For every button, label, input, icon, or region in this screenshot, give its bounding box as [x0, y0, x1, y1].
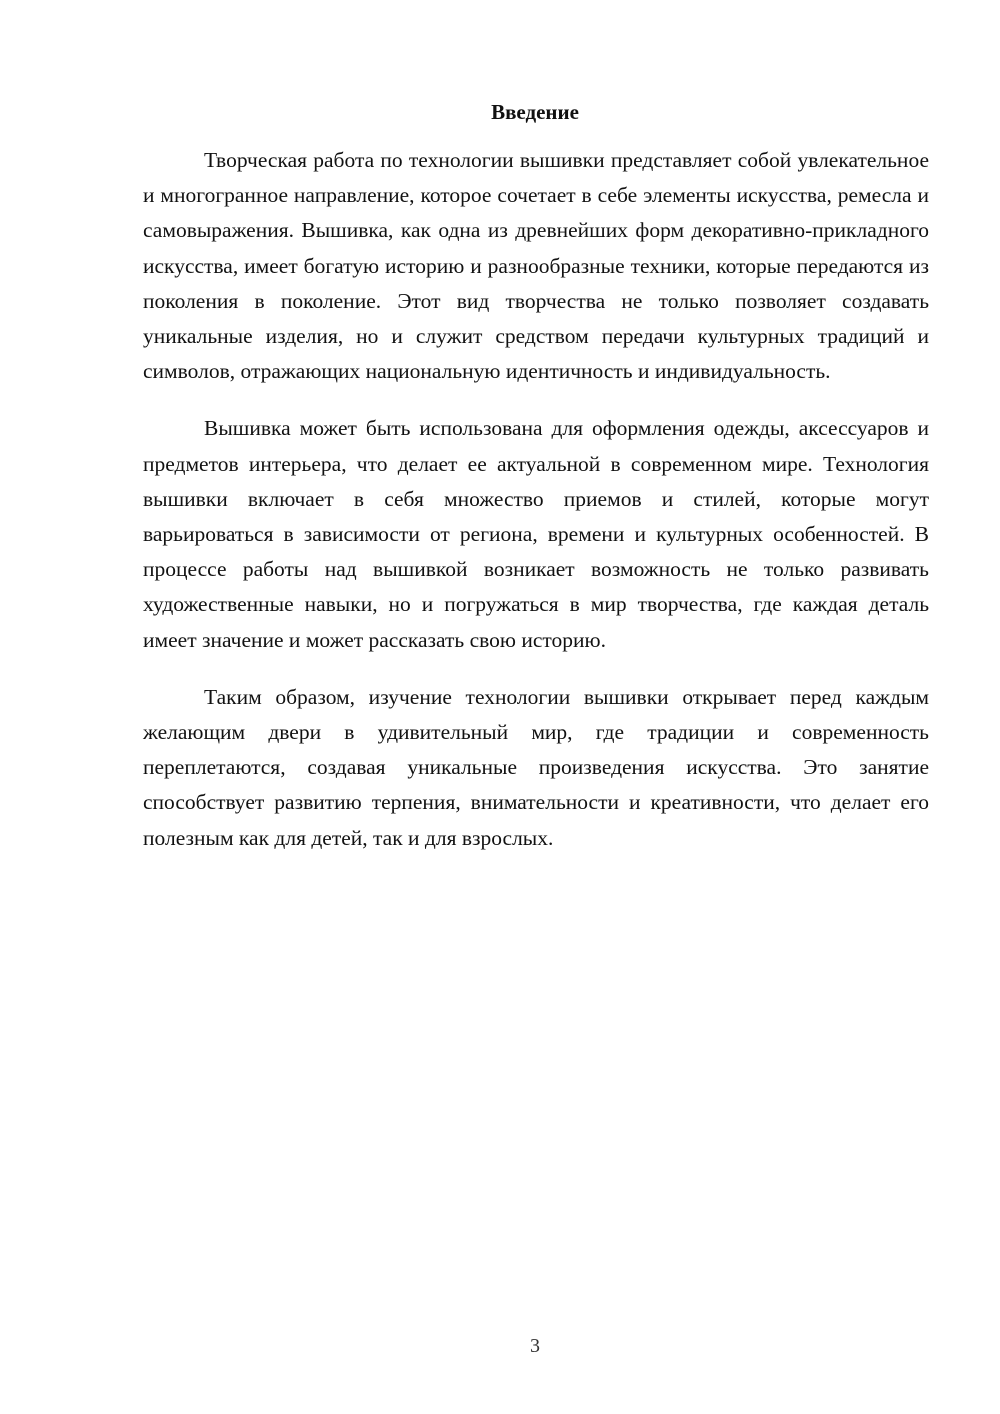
paragraph-1: Творческая работа по технологии вышивки представляет собой увлекательное и многогранное направление, которое сочетает в себе элементы искусства, ремесла и самовыражения. Вышивка, как одна из древнейших форм декоративно-прикладного искусства, имеет богатую историю и разнообразные техники, которые передаются из поколения в поколение. Этот вид творчества не только позволяет создавать уникальные изделия, но и служит средством передачи культурных традиций и символов, отражающих национальную идентичность и индивидуальность.: [143, 148, 929, 384]
page-title: Введение: [491, 100, 579, 124]
page-number: 3: [530, 1335, 540, 1357]
paragraph-2: Вышивка может быть использована для оформления одежды, аксессуаров и предметов интерьера, что делает ее актуальной в современном мире. Технология вышивки включает в себя множество приемов и стилей, которые могут варьироваться в зависимости от региона, времени и культурных особенностей. В процессе работы над вышивкой возникает возможность не только развивать художественные навыки, но и погружаться в мир творчества, где каждая деталь имеет значение и может рассказать свою историю.: [143, 416, 929, 652]
paragraph-3: Таким образом, изучение технологии вышивки открывает перед каждым желающим двери в удивительный мир, где традиции и современность переплетаются, создавая уникальные произведения искусства. Это занятие способствует развитию терпения, внимательности и креативности, что делает его полезным как для детей, так и для взрослых.: [143, 684, 929, 850]
document-body: [143, 143, 929, 878]
